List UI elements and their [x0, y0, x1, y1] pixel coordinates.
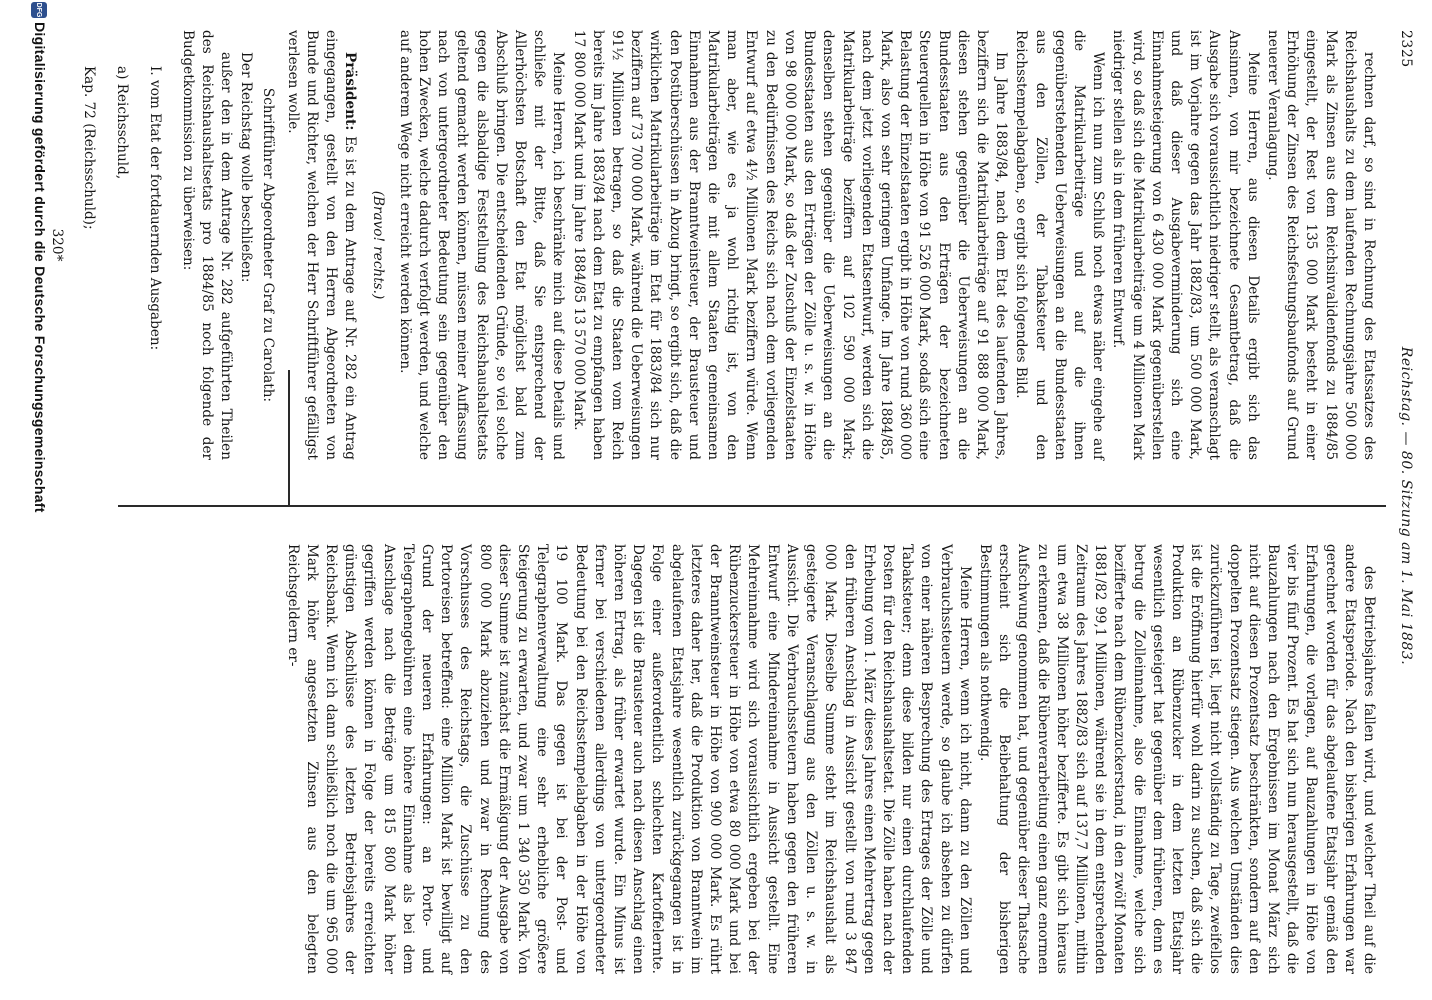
paragraph: Wenn ich nun zum Schluß noch etwas näher eingehe auf die Matrikularbeiträge und auf die ihnen gegenüberstehenden Ueberweisungen an die Bundesstaaten aus den Zöllen, der Tabaksteuer und den Reichsstempelabgaben, so ergibt sich folgendes Bild.	[1013, 30, 1107, 460]
paragraph: des Betriebsjahres fallen wird, und welcher Theil auf die andere Etatsperiode. Nach den bisherigen Erfahrungen war gerechnet worden für das abgelaufene Etatsjahr gemäß den Erfahrungen, die vorlagen, auf Bauzahlungen in Höhe von vier bis fünf Prozent. Es hat sich nun herausgestellt, daß die Bauzahlungen nach den Ergebnissen im Monat März sich nicht auf diesen Prozentsatz beschränkten, sondern auf den doppelten Prozentsatz stiegen. Aus welchen Umständen dies zurückzuführen ist, liegt nicht vollständig zu Tage, zweifellos ist die Eröffnung hierfür wohl darin zu suchen, daß sich die Produktion an Rübenzucker in dem letzten Etatsjahr wesentlich gesteigert hat gegenüber dem früheren, denn es betrug die Zolleinnahme, also die Einnahme, welche sich bezifferte nach dem Rübenzuckerstand, in den zwölf Monaten 1881/82 99,1 Millionen, während sie in dem entsprechenden Zeitraum des Jahres 1882/83 sich auf 137,7 Millionen, mithin um etwa 38 Millionen höher bezifferte. Es gibt sich hieraus zu erkennen, daß die Rübenverarbeitung einen ganz enormen Aufschwung genommen hat, und gegenüber dieser Thatsache erscheint sich die Beibehaltung der bisherigen Bestimmungen als nothwendig.	[976, 544, 1377, 974]
footer-credit: Digitalisierung gefördert durch die Deutsche Forschungsgemeinschaft	[32, 22, 48, 513]
paragraph: Meine Herren, ich beschränke mich auf diese Details und schließe mit der Bitte, daß Sie entsprechend der Allerhöchsten Botschaft den Etat möglichst bald zum Abschluß bringen. Die entscheidenden Gründe, so viel solche gegen die alsbaldige Feststellung des Reichshaushaltsetats geltend gemacht werden können, müssen meiner Auffassung nach von untergeordneter Bedeutung sein gegenüber den hohen Zwecken, welche dadurch verfolgt werden, und welche auf anderem Wege nicht erreicht werden können.	[396, 30, 567, 460]
motion-item: I. vom Etat der fortdauernden Ausgaben:	[147, 66, 164, 351]
applause-note: (Bravo! rechts.)	[369, 190, 386, 300]
motion-intro: Der Reichstag wolle beschließen:	[238, 52, 255, 283]
paragraph: rechnen darf, so sind in Rechnung des Etatssatzes des Reichshaushalts zu dem laufenden Rechnungsjahre 500 000 Mark als Zinsen aus dem Reichsinvalidenfonds zu 1884/85 eingestellt, der Rest von 135 000 Mark besteht in einer Erhöhung der Zinsen des Reichsfestungsbaufonds auf Grund neuerer Veranlagung.	[1264, 30, 1377, 460]
left-column	[48, 30, 1378, 460]
right-column	[120, 544, 1378, 974]
dfg-logo: DFG	[31, 2, 47, 18]
scanned-page	[48, 30, 1414, 982]
paragraph: Meine Herren, wenn ich nicht, dann zu den Zöllen und Verbrauchssteuern werde, so glaube ich absehen zu dürfen von einer näheren Besprechung des Ertrages der Zölle und Tabaksteuer; denn diese bilden nur einen durchlaufenden Posten für den Reichshaushaltsetat. Die Zölle haben nach der Erhebung vom 1. März dieses Jahres einen Mehrertrag gegen den früheren Anschlag in Aussicht gestellt von rund 3 847 000 Mark. Dieselbe Summe steht im Reichshaushalt als gesteigerte Veranschlagung aus den Zöllen u. s. w. in Aussicht. Die Verbrauchssteuern haben gegen den früheren Entwurf eine Mindereinnahme in Aussicht gestellt. Eine Mehreinnahme wird sich voraussichtlich ergeben bei der Rübenzuckersteuer in Höhe von etwa 80 000 Mark und bei der Branntweinsteuer in Höhe von 900 000 Mark. Es rührt letzteres daher her, daß die Produktion von Branntwein im abgelaufenen Etatsjahre wesentlich zurückgegangen ist in Folge einer außerordentlich schlechten Kartoffelernte. Dagegen ist die Brausteuer auch nach diesen Anschlag einen höheren Ertrag, als früher erwartet wurde. Ein Minus ist ferner bei verschiedenen allerdings von untergeordneter Bedeutung bei den Reichsstempelabgaben in der Höhe von 19 100 Mark. Das gegen ist bei der Post- und Telegraphenverwaltung eine sehr erhebliche größere Steigerung zu erwarten, und zwar um 1 340 350 Mark. Von dieser Summe ist zunächst die Ermäßigung der Ausgabe von 800 000 Mark abzuziehen und zwar in Rechnung des Vorschusses des Reichstags, die Zuschüsse zu den Portoreisen betreffend: eine Million Mark ist bewilligt auf Grund der neueren Erfahrungen: an Porto- und Telegraphengebühren eine höhere Einnahme als bei dem Anschlage nach die Beträge um 815 800 Mark höher gegriffen werden können in Folge der bereits erreichten günstigen Abschlüsse des letzten Betriebsjahres der Reichsbank. Wenn ich dann schließlich noch die um 965 000 Mark höher angesetzten Zinsen aus den belegten Reichsgeldern er-	[284, 544, 973, 974]
sheet-signature: 320*	[48, 228, 65, 262]
page-number: 2325	[1398, 30, 1414, 68]
digitization-footer	[25, 0, 51, 1000]
speaker-label: Präsident:	[342, 52, 359, 131]
motion-chapter: Kap. 72 (Reichsschuld);	[81, 66, 98, 230]
speaker-text: Es ist zu dem Antrage auf Nr. 282 ein Antrag eingegangen, gestellt von den Herren Abgeordneten von Bunde und Richter, welchen der Herr Schriftführer gefälligst verlesen wolle.	[284, 30, 359, 460]
column-divider	[118, 505, 1386, 507]
paragraph: Meine Herren, aus diesen Details ergibt sich das Ansinnen, von mir bezeichnete Gesamtbetrag, daß die Ausgabe sich voraussichtlich niedriger stellt, als veranschlagt ist im Vorjahre gegen das Jahr 1882/83, um 500 000 Mark, und daß dieser Ausgabeverminderung sich eine Einnahmesteigerung von 6 430 000 Mark gegenüberstellen wird, so daß sich die Matrikularbeiträge um 4 Millionen Mark niedriger stellen als in dem früheren Entwurf.	[1110, 30, 1261, 460]
president-statement	[283, 30, 360, 460]
secretary-heading: Schriftführer Abgeordneter Graf zu Carolath:	[259, 87, 276, 403]
motion-text: außer den in dem Antrage Nr. 282 aufgeführten Theilen des Reichshaushaltsetats pro 1884/85 noch folgende der Budgetkommission zu überweisen:	[179, 30, 235, 460]
running-header: Reichstag. — 80. Sitzung am 1. Mai 1883.	[1398, 346, 1414, 666]
motion-subitem: a) Reichsschuld,	[114, 66, 131, 180]
paragraph: Im Jahre 1883/84, nach dem Etat des laufenden Jahres, beziffern sich die Matrikularbeiträge auf 91 888 000 Mark, diesen stehen gegenüber die Ueberweisungen an die Bundesstaaten aus den Erträgen der bezeichneten Steuerquellen in Höhe von 91 526 000 Mark, sodaß sich eine Belastung der Einzelstaaten ergibt in Höhe von rund 360 000 Mark, also von sehr geringem Umfange. Im Jahre 1884/85, nach dem jetzt vorliegenden Etatsentwurf, werden sich die Matrikularbeiträge beziffern auf 102 590 000 Mark; denselben stehen gegenüber die Ueberweisungen an die Bundesstaaten aus den Erträgen der Zölle u. s. w. in Höhe von 98 000 000 Mark, so daß der Zuschuß der Einzelstaaten zu den Bedürfnissen des Reichs sich nach dem vorliegenden Entwurf auf etwa 4½ Millionen Mark beziffern würde. Wenn man aber, wie es ja wohl richtig ist, von den Matrikularbeiträgen die mit allem Staaten gemeinsamen Einnahmen aus der Branntweinsteuer, der Brausteuer und den Postüberschüssen in Abzug bringt, so ergibt sich, daß die wirklichen Matrikularbeiträge im Etat für 1883/84 sich nur beziffern auf 73 700 000 Mark, während die Ueberweisungen 91½ Millionen betragen, so daß die Staaten vom Reich bereits im Jahre 1883/84 nach dem Etat zu empfangen haben 17 800 000 Mark und im Jahre 1884/85 13 570 000 Mark.	[570, 30, 1010, 460]
